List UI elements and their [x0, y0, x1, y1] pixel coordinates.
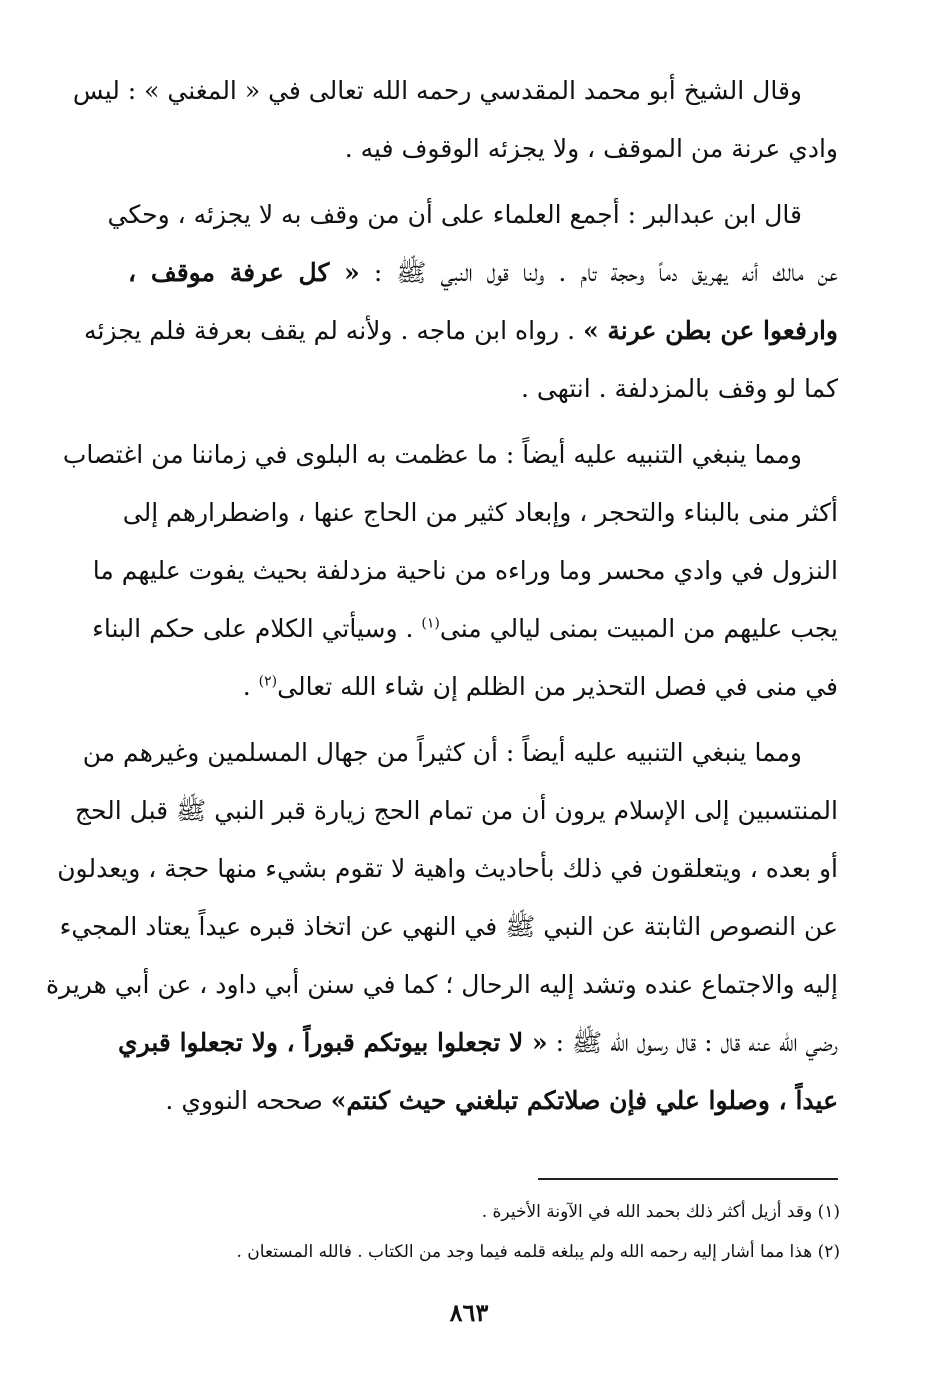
paragraph-4	[45, 724, 838, 1130]
text-line: ومما ينبغي التنبيه عليه أيضاً : أن كثيراً من جهال المسلمين وغيرهم من	[82, 738, 802, 767]
page-number: ٨٦٣	[449, 1298, 489, 1327]
hadith-quote: « لا تجعلوا بيوتكم قبوراً ، ولا تجعلوا قبري	[118, 1028, 548, 1057]
footnote-ref-1[interactable]: (١)	[421, 615, 440, 632]
text-line: المنتسبين إلى الإسلام يرون أن من تمام الحج زيارة قبر النبي ﷺ قبل الحج	[74, 796, 838, 825]
text-segment: .	[242, 672, 251, 701]
text-line	[128, 658, 838, 716]
footnote-1: (١) وقد أزيل أكثر ذلك بحمد الله في الآونة الأخيرة .	[481, 1202, 840, 1222]
text-segment: . وسيأتي الكلام على حكم البناء	[92, 614, 414, 643]
text-line: قال ابن عبدالبر : أجمع العلماء على أن من وقف به لا يجزئه ، وحكي	[107, 200, 802, 229]
text-segment: في منى في فصل التحذير من الظلم إن شاء الله تعالى	[277, 672, 838, 701]
text-segment: . رواه ابن ماجه . ولأنه لم يقف بعرفة فلم يجزئه	[84, 316, 576, 345]
text-line: النزول في وادي محسر وما وراءه من ناحية مزدلفة بحيث يفوت عليهم ما	[92, 556, 838, 585]
text-line	[84, 302, 838, 360]
hadith-quote: عيداً ، وصلوا علي فإن صلاتكم تبلغني حيث كنتم»	[330, 1086, 838, 1115]
text-segment: رضي الله عنه قال : قال رسول الله ﷺ :	[555, 1028, 838, 1057]
text-line: كما لو وقف بالمزدلفة . انتهى .	[520, 374, 838, 403]
footnote-ref-2[interactable]: (٢)	[258, 673, 278, 690]
text-line: أو بعده ، ويتعلقون في ذلك بأحاديث واهية لا تقوم بشيء منها حجة ، ويعدلون	[57, 854, 838, 883]
text-line: إليه والاجتماع عنده وتشد إليه الرحال ؛ كما في سنن أبي داود ، عن أبي هريرة	[45, 970, 838, 999]
paragraph-1	[72, 62, 838, 178]
hadith-quote: « كل عرفة موقف ،	[128, 258, 360, 287]
text-line: ومما ينبغي التنبيه عليه أيضاً : ما عظمت به البلوى في زماننا من اغتصاب	[62, 440, 802, 469]
text-segment: عن مالك أنه يهريق دماً وحجة تام . ولنا قول النبي ﷺ :	[373, 258, 838, 287]
main-text	[45, 62, 838, 1138]
footnotes	[200, 1192, 840, 1272]
text-line: وادي عرنة من الموقف ، ولا يجزئه الوقوف فيه .	[344, 134, 838, 163]
text-line	[92, 600, 838, 658]
paragraph-2	[84, 186, 838, 418]
text-line	[118, 1014, 838, 1072]
text-line	[128, 244, 838, 302]
hadith-quote: وارفعوا عن بطن عرنة »	[583, 316, 838, 345]
text-line: وقال الشيخ أبو محمد المقدسي رحمه الله تعالى في « المغني » : ليس	[72, 76, 802, 105]
paragraph-3	[62, 426, 838, 716]
text-segment: صححه النووي .	[165, 1086, 323, 1115]
text-line: أكثر منى بالبناء والتحجر ، وإبعاد كثير من الحاج عنها ، واضطرارهم إلى	[122, 498, 838, 527]
footnote-divider	[538, 1178, 838, 1180]
text-line: عن النصوص الثابتة عن النبي ﷺ في النهي عن اتخاذ قبره عيداً يعتاد المجيء	[59, 912, 838, 941]
text-segment: يجب عليهم من المبيت بمنى ليالي منى	[439, 614, 838, 643]
text-line	[128, 1072, 838, 1130]
footnote-2: (٢) هذا مما أشار إليه رحمه الله ولم يبلغه قلمه فيما وجد من الكتاب . فالله المستعان .	[236, 1242, 840, 1262]
